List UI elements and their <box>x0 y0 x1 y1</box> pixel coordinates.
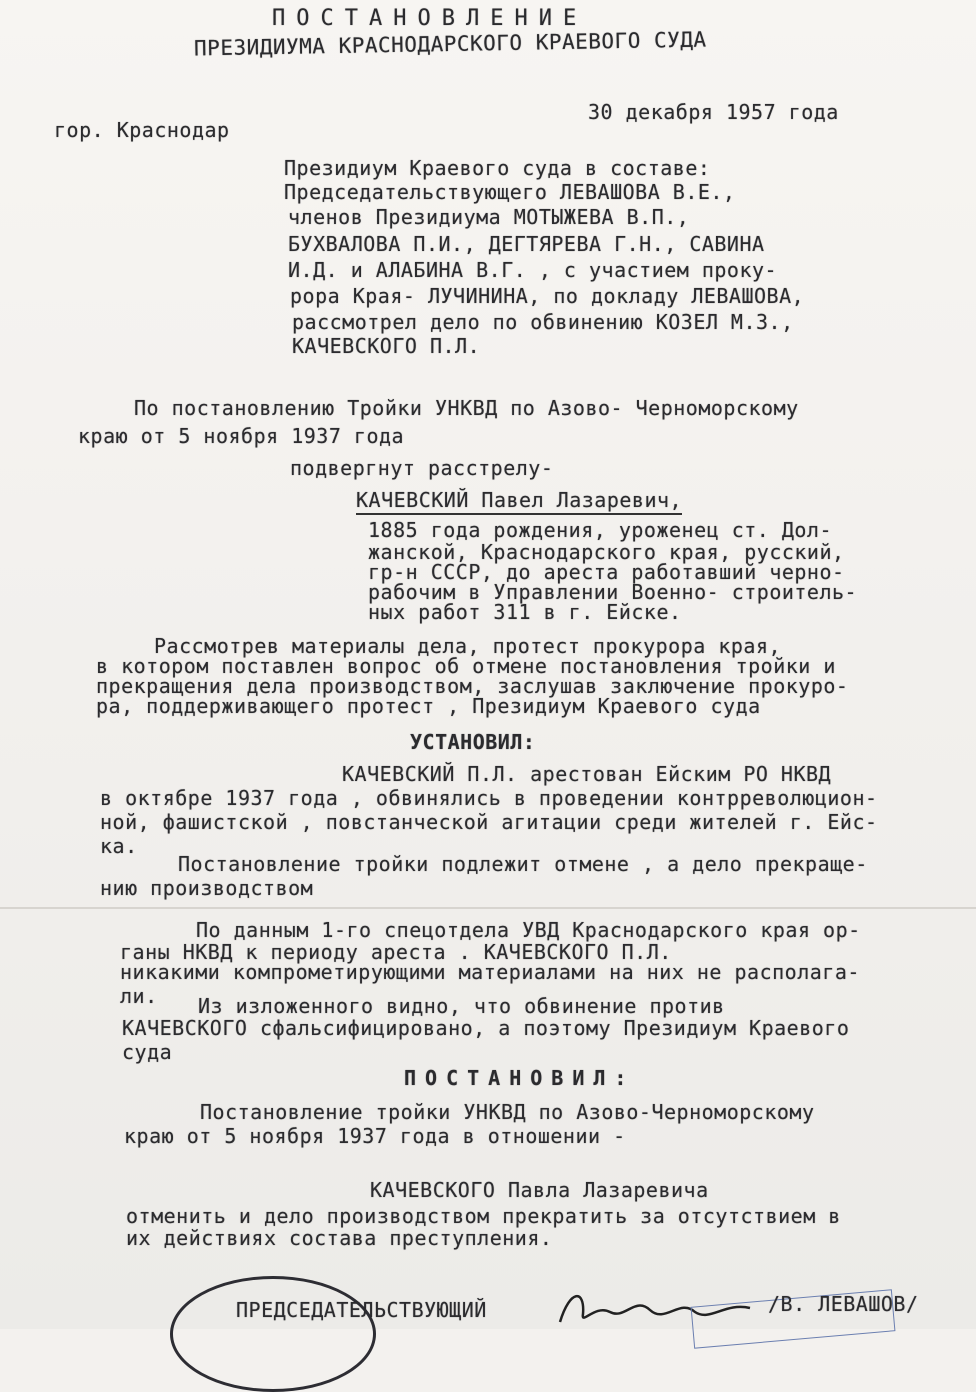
document-city: гор. Краснодар <box>54 118 230 142</box>
decided-heading: ПОСТАНОВИЛ: <box>404 1066 636 1090</box>
considering-line: прекращения дела производством, заслушав заключение прокуро- <box>96 674 849 698</box>
person-detail: рабочим в Управлении Военно- строитель- <box>368 580 858 604</box>
person-detail: ных работ 311 в г. Ейске. <box>368 600 682 624</box>
established-line: ганы НКВД к периоду ареста . КАЧЕВСКОГО П.Л. <box>120 940 672 964</box>
composition-line: БУХВАЛОВА П.И., ДЕГТЯРЕВА Г.Н., САВИНА <box>288 232 765 256</box>
established-line: Из изложенного видно, что обвинение против <box>198 994 725 1018</box>
signature-name: /В. ЛЕВАШОВ/ <box>768 1292 919 1316</box>
established-heading: УСТАНОВИЛ: <box>410 730 536 754</box>
document-subtitle: ПРЕЗИДИУМА КРАСНОДАРСКОГО КРАЕВОГО СУДА <box>193 27 707 61</box>
person-name: КАЧЕВСКИЙ Павел Лазаревич, <box>356 488 682 515</box>
considering-line: Рассмотрев материалы дела, протест прокурора края, <box>154 634 782 658</box>
background-line: По постановлению Тройки УНКВД по Азово- Черноморскому <box>134 396 799 420</box>
composition-line: Председательствующего ЛЕВАШОВА В.Е., <box>284 180 736 204</box>
composition-line: рассмотрел дело по обвинению КОЗЕЛ М.З., <box>292 310 794 334</box>
decided-line: краю от 5 ноября 1937 года в отношении - <box>124 1124 626 1148</box>
document-date: 30 декабря 1957 года <box>588 100 839 124</box>
paper-fold <box>0 907 976 909</box>
established-line: По данным 1-го спецотдела УВД Краснодарского края ор- <box>196 918 861 942</box>
decided-line: отменить и дело производством прекратить за отсутствием в <box>126 1204 841 1228</box>
established-line: ли. <box>120 984 158 1008</box>
composition-line: рора Края- ЛУЧИНИНА, по докладу ЛЕВАШОВА, <box>290 284 805 308</box>
person-detail: гр-н СССР, до ареста работавший черно- <box>368 560 845 584</box>
composition-line: КАЧЕВСКОГО П.Л. <box>292 334 481 358</box>
established-line: КАЧЕВСКИЙ П.Л. арестован Ейским РО НКВД <box>342 762 832 786</box>
established-line: нию производством <box>100 876 314 900</box>
background-line: краю от 5 ноября 1937 года <box>78 424 405 448</box>
person-detail: жанской, Краснодарского края, русский, <box>368 540 845 564</box>
person-detail: 1885 года рождения, уроженец ст. Дол- <box>368 518 833 542</box>
established-line: ной, фашистской , повстанческой агитации среди жителей г. Ейс- <box>100 810 878 834</box>
decided-line: КАЧЕВСКОГО Павла Лазаревича <box>370 1178 709 1202</box>
decided-line: их действиях состава преступления. <box>126 1226 553 1250</box>
composition-line: И.Д. и АЛАБИНА В.Г. , с участием проку- <box>288 258 778 282</box>
seal-stamp <box>170 1276 376 1392</box>
established-line: суда <box>122 1040 173 1064</box>
established-line: в октябре 1937 года , обвинялись в проведении контрреволюцион- <box>100 786 878 810</box>
considering-line: в котором поставлен вопрос об отмене постановления тройки и <box>96 654 836 678</box>
signature-role: ПРЕДСЕДАТЕЛЬСТВУЮЩИЙ <box>236 1298 487 1322</box>
composition-line: членов Президиума МОТЫЖЕВА В.П., <box>288 205 690 229</box>
established-line: ка. <box>100 834 138 858</box>
document-title: ПОСТАНОВЛЕНИЕ <box>272 6 588 31</box>
established-line: КАЧЕВСКОГО сфальсифицировано, а поэтому Президиум Краевого <box>122 1016 850 1040</box>
considering-line: ра, поддерживающего протест , Президиум Краевого суда <box>96 694 761 718</box>
background-line: подвергнут расстрелу- <box>290 456 554 480</box>
decided-line: Постановление тройки УНКВД по Азово-Черноморскому <box>200 1100 815 1124</box>
established-line: никакими компрометирующими материалами на них не располага- <box>120 960 860 984</box>
composition-line: Президиум Краевого суда в составе: <box>284 156 711 180</box>
established-line: Постановление тройки подлежит отмене , а дело прекраще- <box>178 852 868 876</box>
